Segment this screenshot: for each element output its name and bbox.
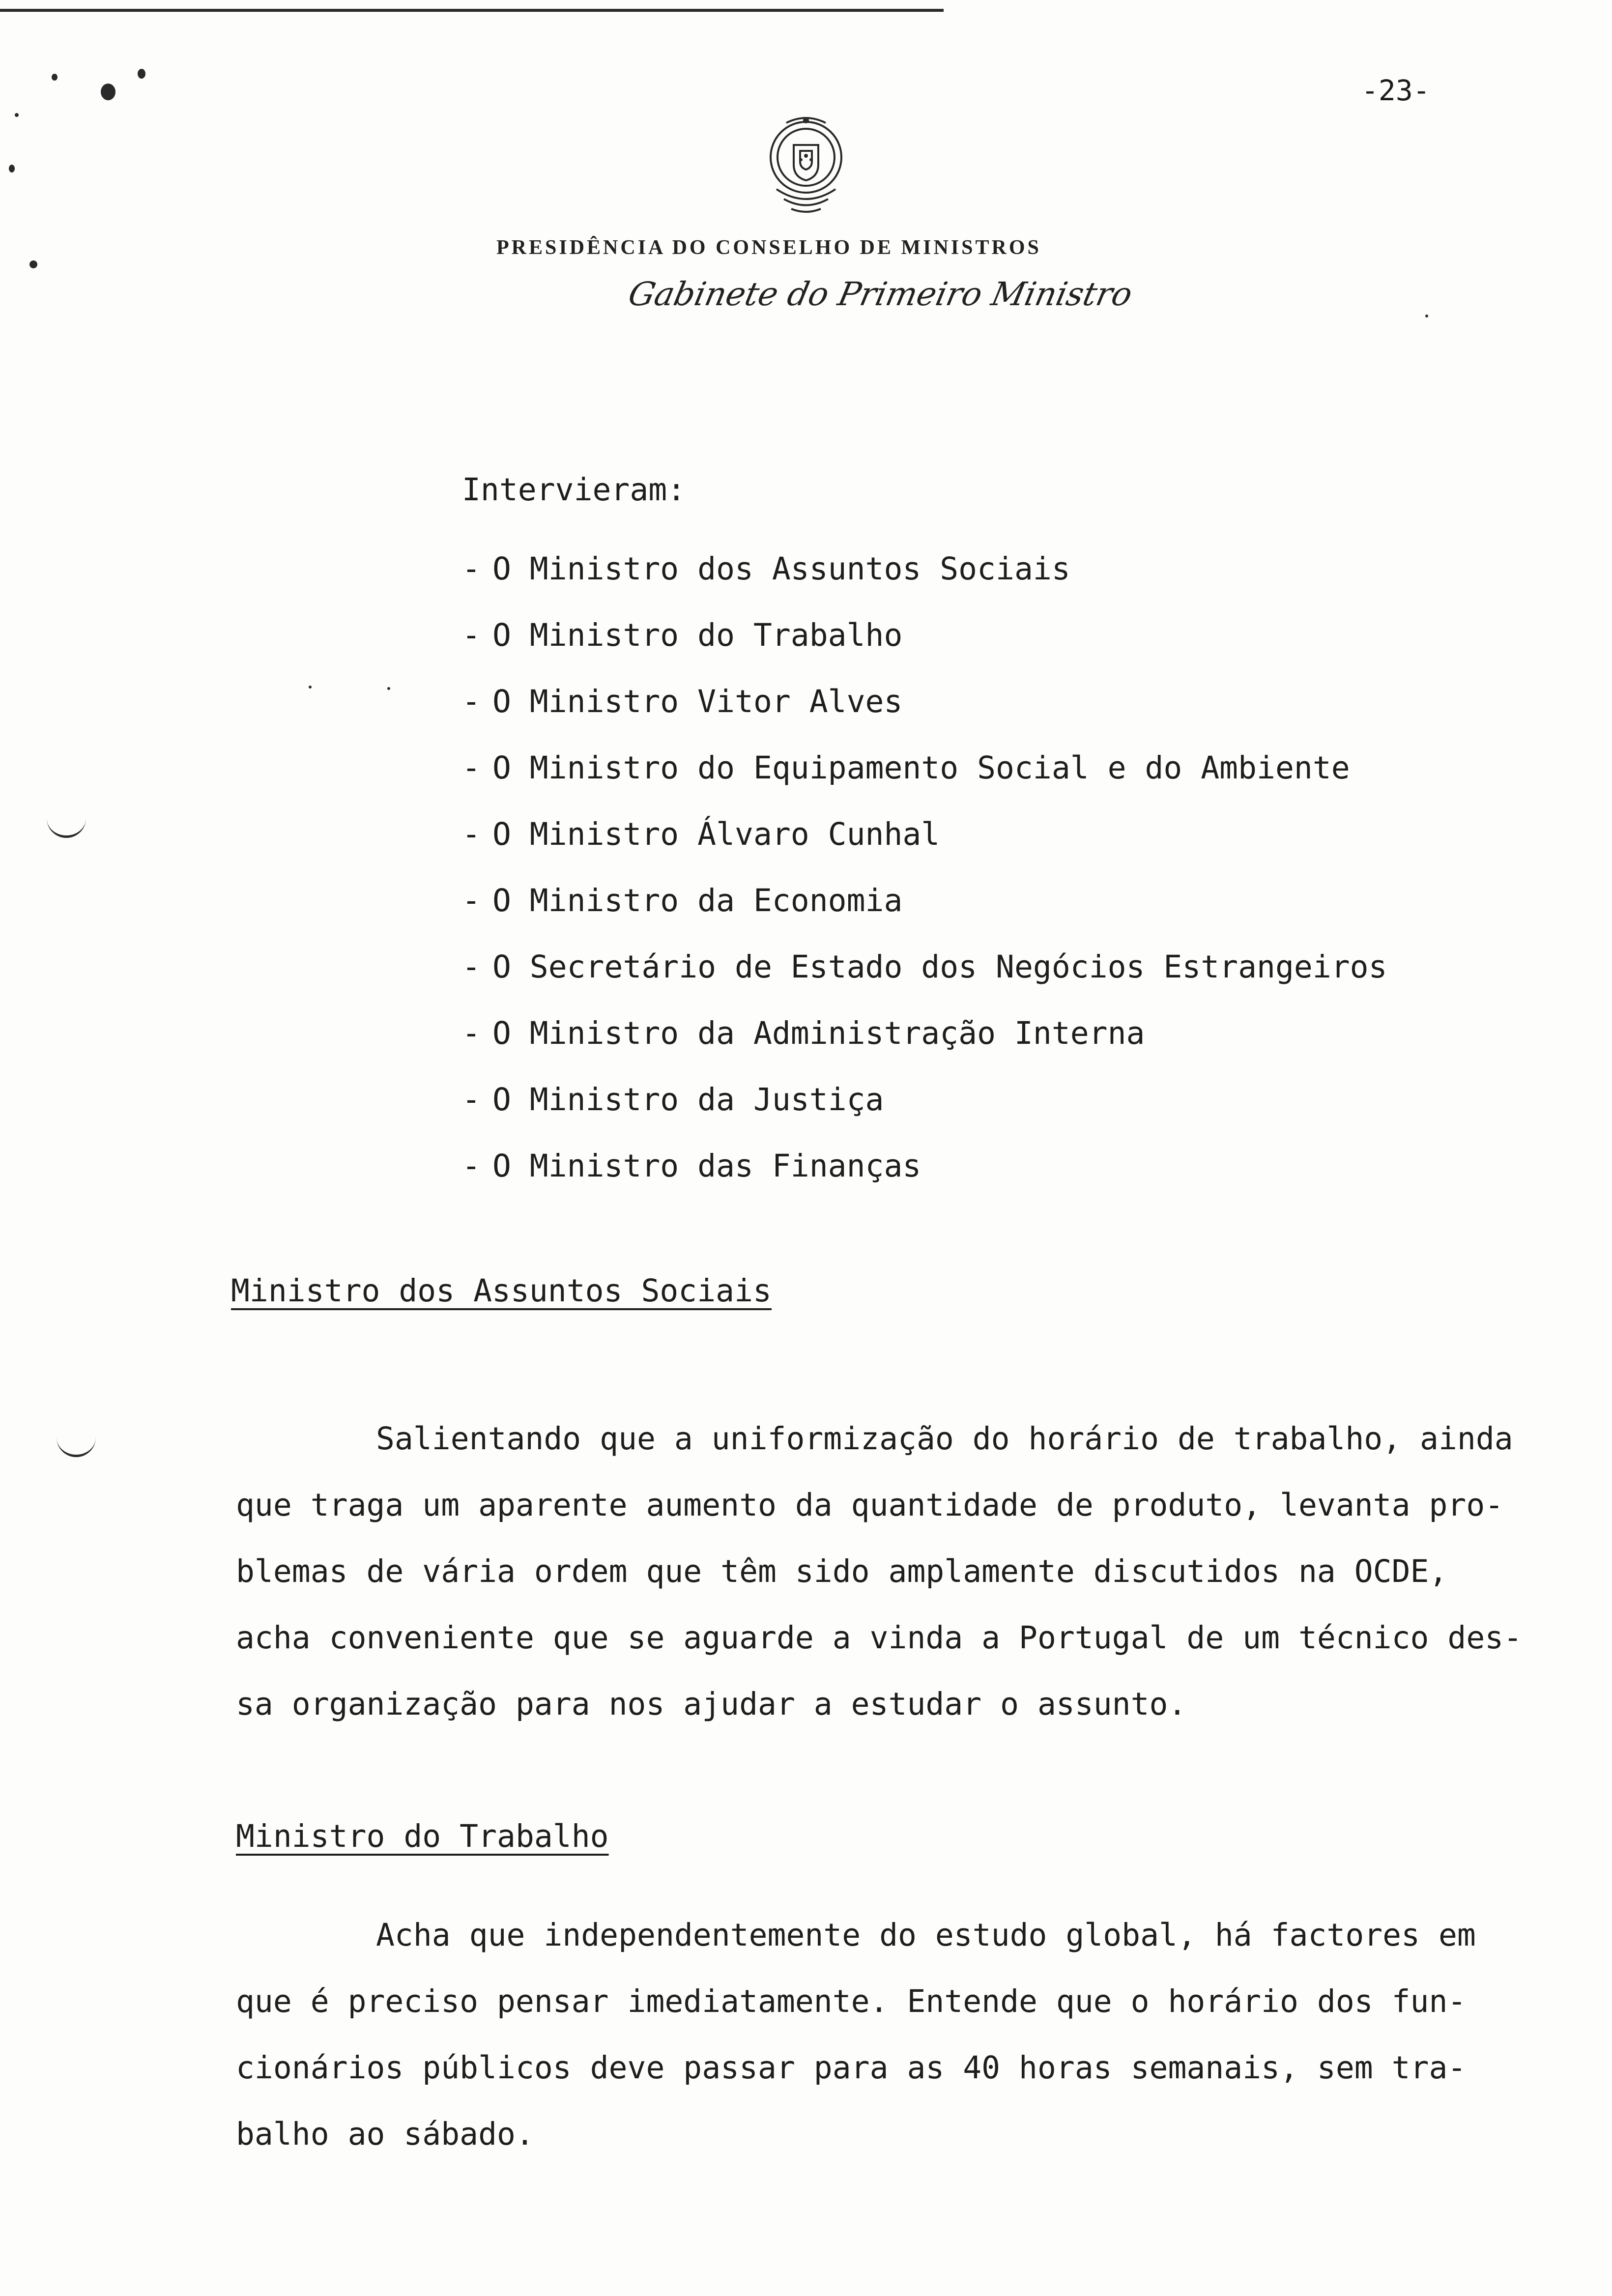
scan-speck [101,84,115,100]
scan-speck [309,686,312,689]
paragraph-line: cionários públicos deve passar para as 40 horas semanais, sem tra- [236,2050,1467,2086]
participant-name: O Ministro da Administração Interna [492,1015,1145,1051]
participant-name: O Ministro Álvaro Cunhal [492,816,940,852]
list-dash: - [462,816,481,852]
paragraph-line: Acha que independentemente do estudo global, há factores em [376,1917,1476,1953]
coat-of-arms-seal-icon [757,111,855,219]
paragraph-line: acha conveniente que se aguarde a vinda a Portugal de um técnico des- [236,1620,1523,1656]
list-dash: - [462,1015,481,1051]
list-dash: - [462,617,481,653]
participant-item [462,934,1387,1000]
section-heading-social-affairs: Ministro dos Assuntos Sociais [231,1273,772,1309]
scan-speck [29,260,37,268]
scan-speck [1425,315,1428,317]
paragraph-line: sa organização para nos ajudar a estudar o assunto. [236,1686,1187,1722]
list-dash: - [462,949,481,985]
paragraph-line: que é preciso pensar imediatamente. Entende que o horário dos fun- [236,1983,1467,2019]
list-dash: - [462,1148,481,1184]
section-heading-labour: Ministro do Trabalho [236,1818,609,1854]
list-dash: - [462,1082,481,1118]
participant-item [462,867,1387,934]
participant-item [462,602,1387,668]
letterhead-institution: PRESIDÊNCIA DO CONSELHO DE MINISTROS [496,236,1041,259]
scan-speck [138,69,145,79]
statement-social-affairs [236,1406,1602,1737]
participant-item [462,735,1387,801]
participant-name: O Ministro Vitor Alves [492,684,903,719]
paragraph-line: Salientando que a uniformização do horário de trabalho, ainda [376,1421,1513,1457]
participant-name: O Ministro das Finanças [492,1148,921,1184]
participant-name: O Ministro do Equipamento Social e do Ambiente [492,750,1350,786]
participant-item [462,1066,1387,1133]
participant-item [462,1133,1387,1199]
scan-speck [9,165,15,172]
attendance-heading: Intervieram: [462,472,686,508]
participant-item [462,536,1387,602]
participant-name: O Ministro da Economia [492,883,903,918]
letterhead-cabinet: Gabinete do Primeiro Ministro [625,275,1136,313]
list-dash: - [462,750,481,786]
scan-speck [52,74,58,81]
paragraph-line: que traga um aparente aumento da quantidade de produto, levanta pro- [236,1487,1504,1523]
paragraph-line: blemas de vária ordem que têm sido amplamente discutidos na OCDE, [236,1553,1448,1589]
scan-mark [47,816,86,838]
scan-speck [387,687,390,690]
participant-list [462,536,1387,1199]
list-dash: - [462,883,481,918]
participant-item [462,1000,1387,1066]
participant-name: O Ministro dos Assuntos Sociais [492,551,1070,587]
participant-name: O Ministro do Trabalho [492,617,903,653]
participant-item [462,801,1387,867]
participant-item [462,668,1387,735]
list-dash: - [462,551,481,587]
top-border-line [0,9,944,12]
scan-mark [57,1435,96,1457]
statement-labour [236,1902,1602,2167]
participant-name: O Secretário de Estado dos Negócios Estrangeiros [492,949,1387,985]
list-dash: - [462,684,481,719]
participant-name: O Ministro da Justiça [492,1082,884,1118]
paragraph-line: balho ao sábado. [236,2116,534,2152]
scan-speck [15,113,19,117]
page-number: -23- [1361,74,1430,107]
